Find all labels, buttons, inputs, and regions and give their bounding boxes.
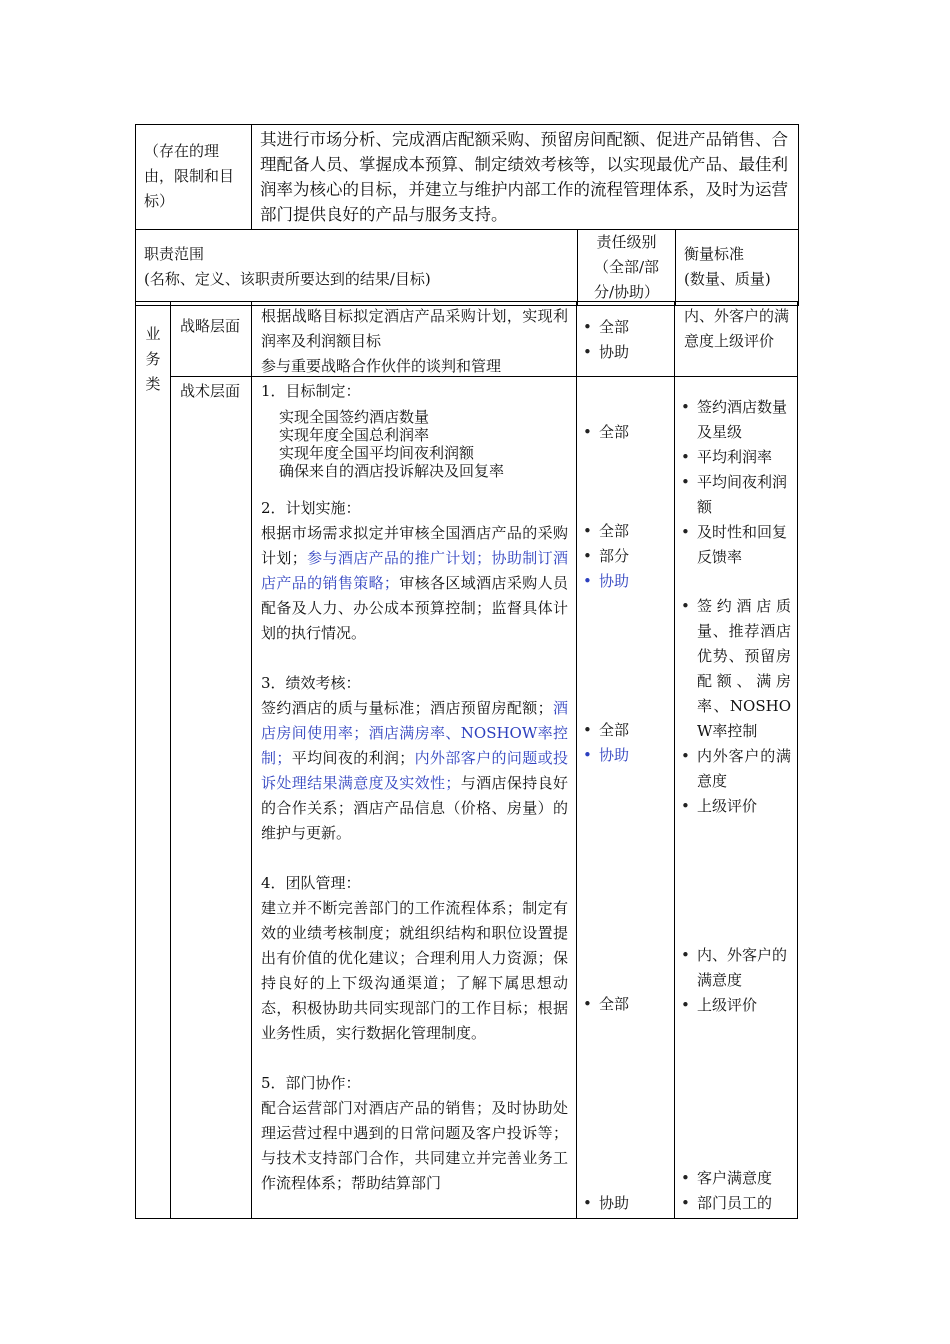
measure-item: • 签约酒店质量、推荐酒店优势、预留房配额、满房率、NOSHOW率控制 <box>675 594 791 744</box>
strategic-line-1: 根据战略目标拟定酒店产品采购计划，实现利润率及利润额目标 <box>261 307 568 350</box>
s2-text-a: 根据市场需求拟定并审核全国酒店产品的采购计划； <box>261 524 568 567</box>
measure-header-subtitle: (数量、质量) <box>684 270 771 288</box>
s2-text <box>261 521 568 646</box>
purpose-label: （存在的理由，限制和目标） <box>144 142 235 210</box>
measure-item: • 平均间夜利润额 <box>675 470 793 520</box>
measure-item: • 上级评价 <box>675 794 791 819</box>
level-item: • 协助 <box>577 1191 629 1216</box>
measure-item: • 部门员工的 <box>675 1191 793 1216</box>
measure-item: • 签约酒店数量及星级 <box>675 395 793 445</box>
measure-item: • 客户满意度 <box>675 1166 793 1191</box>
level-group-1 <box>577 420 629 445</box>
level-group-5 <box>577 1191 629 1216</box>
s3-text-a: 签约酒店的质与量标准；酒店预留房配额； <box>261 699 553 717</box>
tactical-label: 战术层面 <box>180 382 241 400</box>
strategic-measure-cell <box>674 301 798 377</box>
tactical-label-cell <box>170 376 252 1219</box>
measure-item: • 内、外客户的满意度 <box>675 943 793 993</box>
s1-item: 实现年度全国平均间夜利润额 <box>279 444 475 462</box>
strategic-level-item: • 协助 <box>577 340 674 365</box>
s2-text-c: 审核各区域酒店采购人员配备及人力、办公成本预算控制；监督具体计划的执行情况。 <box>261 574 568 642</box>
tactical-measure-cell <box>674 376 798 1219</box>
s3-text <box>261 696 568 846</box>
s1-list <box>261 408 568 480</box>
measure-item: • 上级评价 <box>675 993 793 1018</box>
measure-item: • 平均利润率 <box>675 445 793 470</box>
s3-title: 3．绩效考核： <box>261 674 361 692</box>
measure-header-title: 衡量标准 <box>684 245 745 263</box>
s1-item: 实现全国签约酒店数量 <box>279 408 430 426</box>
measure-group-1 <box>675 395 793 570</box>
level-item: • 部分 <box>577 544 629 569</box>
s3-text-b: 酒店房间使用率；酒店满房率、NOSHOW率控制； <box>261 699 568 767</box>
s1-title: 1．目标制定： <box>261 382 361 400</box>
measure-group-4 <box>675 1166 793 1216</box>
level-item: • 全部 <box>577 992 629 1017</box>
measure-item: • 内外客户的满意度 <box>675 744 791 794</box>
level-item: • 全部 <box>577 420 629 445</box>
measure-item: • 及时性和回复反馈率 <box>675 520 793 570</box>
strategic-line-2: 参与重要战略合作伙伴的谈判和管理 <box>261 357 502 375</box>
s2-title: 2．计划实施： <box>261 499 361 517</box>
strategic-content-cell <box>251 301 577 377</box>
s1-item: 确保来自的酒店投诉解决及回复率 <box>279 462 505 480</box>
category-label: 业务类 <box>145 325 161 393</box>
strategic-level-cell <box>576 301 675 377</box>
purpose-text: 其进行市场分析、完成酒店配额采购、预留房间配额、促进产品销售、合理配备人员、掌握成本预算、制定绩效考核等，以实现最优产品、最佳利润率为核心的目标，并建立与维护内部工作的流程管理体系，及时为运营部门提供良好的产品与服务支持。 <box>260 130 789 224</box>
level-group-2 <box>577 519 629 594</box>
strategic-measure: 内、外客户的满意度上级评价 <box>684 307 790 350</box>
level-group-3 <box>577 718 629 768</box>
s5-title: 5．部门协作： <box>261 1074 361 1092</box>
table-bottom-border <box>135 1218 798 1219</box>
s2-text-b: 参与酒店产品的推广计划；协助制订酒店产品的销售策略； <box>261 549 568 592</box>
strategic-level-item: • 全部 <box>577 315 674 340</box>
scope-header-title: 职责范围 <box>144 245 205 263</box>
level-header-subtitle: （全部/部分/协助） <box>593 258 660 301</box>
s5-text: 配合运营部门对酒店产品的销售；及时协助处理运营过程中遇到的日常问题及客户投诉等；与技术支持部门合作，共同建立并完善业务工作流程体系；帮助结算部门 <box>261 1099 568 1192</box>
level-item: • 协助 <box>577 743 629 768</box>
tactical-content-cell <box>251 376 577 1219</box>
measure-group-3 <box>675 943 793 1018</box>
level-item: • 全部 <box>577 718 629 743</box>
scope-header-subtitle: (名称、定义、该职责所要达到的结果/目标) <box>144 270 431 288</box>
s4-title: 4．团队管理： <box>261 874 361 892</box>
strategic-label-cell <box>170 301 252 377</box>
level-header-title: 责任级别 <box>596 233 657 251</box>
category-column <box>135 301 171 1219</box>
s1-item: 实现年度全国总利润率 <box>279 426 430 444</box>
s3-text-e: 与酒店保持良好的合作关系；酒店产品信息（价格、房量）的维护与更新。 <box>261 774 568 842</box>
s3-text-d: 内外部客户的问题或投诉处理结果满意度及实效性； <box>261 749 568 792</box>
tactical-level-cell <box>576 376 675 1219</box>
measure-group-2 <box>675 594 791 819</box>
strategic-label: 战略层面 <box>180 317 241 335</box>
level-item: • 全部 <box>577 519 629 544</box>
s4-text: 建立并不断完善部门的工作流程体系；制定有效的业绩考核制度；就组织结构和职位设置提出有价值的优化建议；合理利用人力资源；保持良好的上下级沟通渠道；了解下属思想动态，积极协助共同实现部门的工作目标；根据业务性质，实行数据化管理制度。 <box>261 899 568 1042</box>
level-item: • 协助 <box>577 569 629 594</box>
s3-text-c: 平均间夜的利润； <box>291 749 415 767</box>
level-group-4 <box>577 992 629 1017</box>
